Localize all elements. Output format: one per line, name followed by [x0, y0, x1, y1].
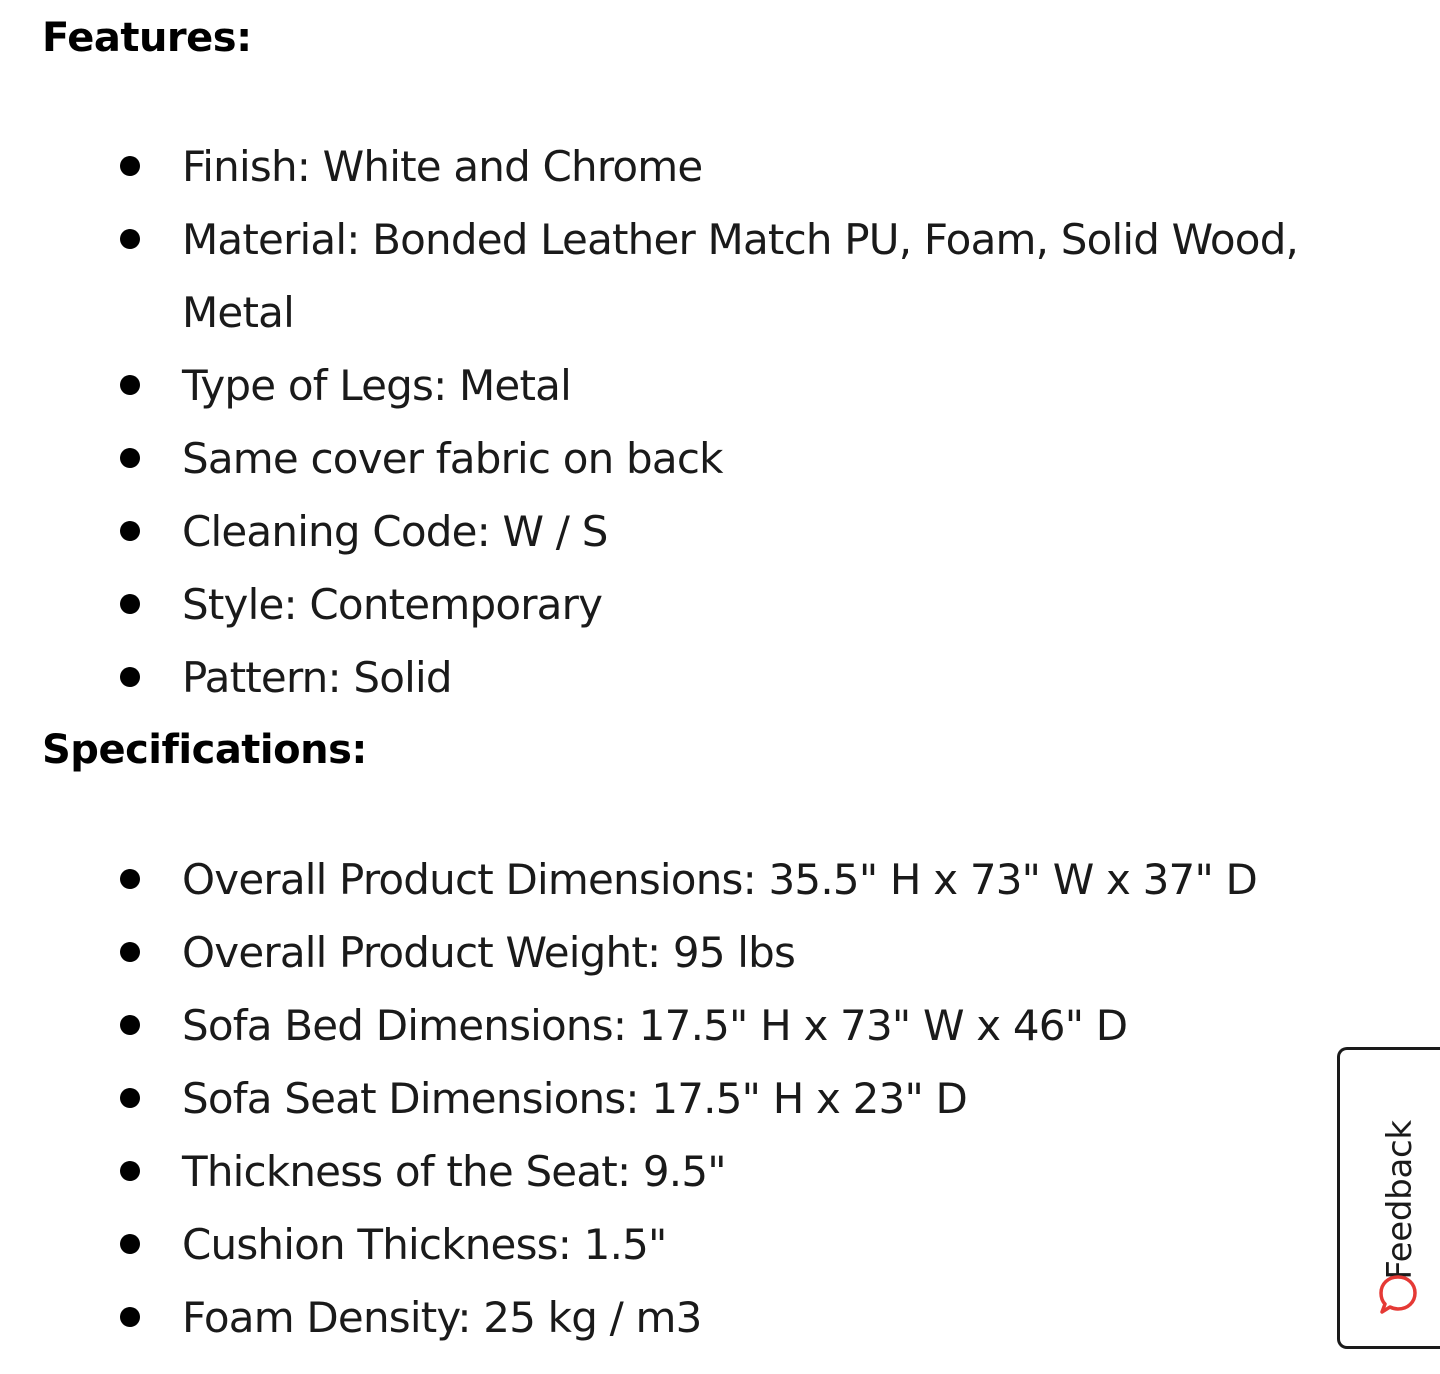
bullet-icon — [120, 869, 140, 889]
bullet-icon — [120, 1088, 140, 1108]
bullet-icon — [120, 156, 140, 176]
specification-text: Thickness of the Seat: 9.5" — [182, 1147, 726, 1196]
specification-item — [0, 916, 1342, 989]
feedback-label: Feedback — [1380, 1120, 1420, 1280]
bullet-icon — [120, 448, 140, 468]
feature-text: Material: Bonded Leather Match PU, Foam, Solid Wood, Metal — [182, 215, 1299, 337]
specification-text: Sofa Seat Dimensions: 17.5" H x 23" D — [182, 1074, 968, 1123]
feature-item — [0, 495, 1342, 568]
features-list — [0, 130, 1342, 714]
bullet-icon — [120, 1161, 140, 1181]
bullet-icon — [120, 667, 140, 687]
specification-item — [0, 843, 1342, 916]
specification-item — [0, 1135, 1342, 1208]
feature-item — [0, 422, 1342, 495]
specification-text: Cushion Thickness: 1.5" — [182, 1220, 667, 1269]
speech-bubble-icon — [1376, 1272, 1420, 1316]
specification-item — [0, 1281, 1342, 1354]
specifications-heading: Specifications: — [42, 727, 367, 773]
bullet-icon — [120, 229, 140, 249]
feature-text: Same cover fabric on back — [182, 434, 723, 483]
feature-item — [0, 349, 1342, 422]
feature-item — [0, 568, 1342, 641]
specification-item — [0, 1062, 1342, 1135]
feature-item — [0, 203, 1342, 349]
feature-text: Cleaning Code: W / S — [182, 507, 608, 556]
feedback-button[interactable] — [1337, 1047, 1440, 1349]
bullet-icon — [120, 1307, 140, 1327]
feature-text: Style: Contemporary — [182, 580, 603, 629]
feature-item — [0, 130, 1342, 203]
bullet-icon — [120, 521, 140, 541]
bullet-icon — [120, 1015, 140, 1035]
bullet-icon — [120, 1234, 140, 1254]
specifications-list — [0, 843, 1342, 1354]
bullet-icon — [120, 375, 140, 395]
feature-text: Type of Legs: Metal — [182, 361, 571, 410]
features-heading: Features: — [42, 15, 252, 61]
bullet-icon — [120, 942, 140, 962]
feature-item — [0, 641, 1342, 714]
specification-text: Overall Product Dimensions: 35.5" H x 73" W x 37" D — [182, 855, 1258, 904]
feature-text: Pattern: Solid — [182, 653, 452, 702]
specification-text: Overall Product Weight: 95 lbs — [182, 928, 796, 977]
feature-text: Finish: White and Chrome — [182, 142, 703, 191]
bullet-icon — [120, 594, 140, 614]
specification-text: Sofa Bed Dimensions: 17.5" H x 73" W x 46" D — [182, 1001, 1128, 1050]
specification-item — [0, 989, 1342, 1062]
specification-text: Foam Density: 25 kg / m3 — [182, 1293, 702, 1342]
specification-item — [0, 1208, 1342, 1281]
